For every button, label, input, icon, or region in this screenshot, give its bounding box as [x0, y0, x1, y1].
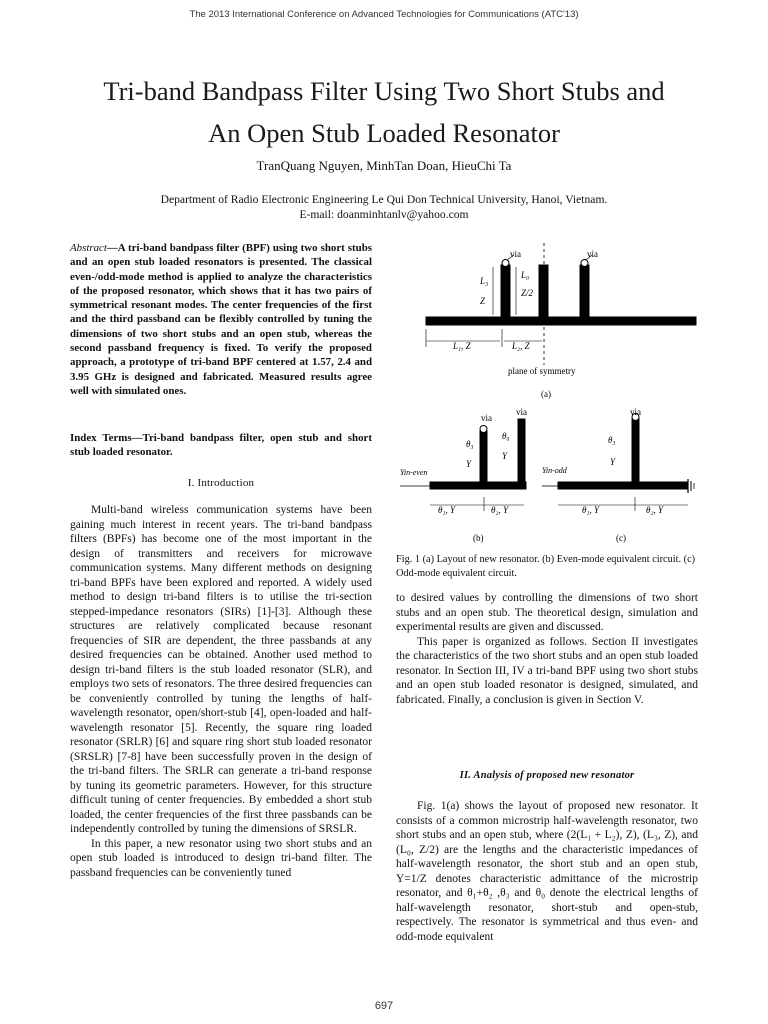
c-main-line [558, 482, 688, 489]
fig-b-theta0: θ₀ [502, 431, 510, 441]
fig-c-t2y: θ₂, Y [646, 505, 664, 515]
conference-header: The 2013 International Conference on Advanced Technologies for Communications (ATC'13) [189, 9, 579, 20]
fig-b-theta3: θ₃ [466, 439, 474, 449]
fig-a-via-left: via [510, 249, 521, 259]
fig-b-via-2: via [516, 407, 527, 417]
page-number: 697 [374, 1000, 394, 1012]
fig-c-yin: Yin-odd [542, 466, 567, 475]
right-paragraph-1: to desired values by controlling the dimensions of two short stubs and an open stub. The theoretical design, simulation and experimental results are given and discussed. [396, 592, 698, 633]
fig-c-label: (c) [616, 533, 626, 543]
right-paragraph-2: This paper is organized as follows. Section II investigates the characteristics of the two short stubs and an open stub loaded resonator. In Section III, IV a tri-band BPF using two short stubs and an open stub loaded resonator is designed, simulated, and fabricated. Finally, a conclusion is given in Section V. [396, 635, 698, 706]
affiliation-block [0, 192, 768, 222]
fig-b-t2y: θ₂, Y [491, 505, 509, 515]
figure-1c [542, 414, 694, 512]
fig-a-l0: L₀ [521, 270, 530, 280]
short-stub-right [580, 265, 589, 317]
section-2-title: II. Analysis of proposed new resonator [459, 770, 635, 781]
fig-c-y: Y [610, 457, 616, 467]
fig-c-via: via [630, 407, 641, 417]
b-open-stub [518, 419, 525, 482]
intro-paragraph-1: Multi-band wireless communication systems have been gaining much interest in recent years. The tri-band bandpass filters (BPFs) has become one of the most important in the design of transmitters and receivers for microwave communication systems. Many different methods on designing tri-band BPFs have been explored and reported. A widely used method to design tri-band filters is to utilise the tri-section stepped-impedance resonators (SIRs) [1]-[3]. Although these structures are relatively complicated because resonant frequencies of SIR are dependent, the three passbands at any desired frequencies can be obtained. Another used method to design tri-band filters is the stub loaded resonator (SLR), and employs two sets of resonators. The three desired frequencies can be conveniently controlled by tuning the lengths of half-wavelength resonator, open/short-stub [4], open-loaded and half-wavelength resonator [5]. Recently, the square ring loaded resonator (SRLR) [6] and square ring short stub loaded resonator (SRSLR) [7-8] have been successfully proven in the design of the tri-band filters. The SRLR can generate a tri-band response by tuning its geometric parameters. However, for this structure difficult tuning of center frequencies. By embedded a short stub loaded, the center frequencies of the first three passbands can be independently controlled by tuning the dimensions of SRSLR. [70, 504, 372, 835]
abstract-text: —A tri-band bandpass filter (BPF) using two short stubs and an open stub loaded resonators is presented. The classical even-/odd-mode method is applied to analyze the characteristics of the proposed resonator, which shows that it has two pairs of symmetrical resonant modes. The center frequencies of the first and the third passband can be flexibly controlled by tuning the dimensions of two short stubs and an open stub, whereas the second passband frequency is fixed. To verify the proposed approach, a prototype of tri-band BPF centered at 1.57, 2.4 and 3.95 GHz is designed and fabricated. Measured results agree well with simulated ones. [70, 242, 372, 397]
title-line-1: Tri-band Bandpass Filter Using Two Short Stubs and [103, 76, 665, 106]
fig-b-label: (b) [473, 533, 484, 543]
section-2-text [396, 799, 698, 944]
b-short-stub [480, 431, 487, 482]
affiliation: Department of Radio Electronic Engineering Le Qui Don Technical University, Hanoi, Vietnam. [160, 193, 608, 206]
c-short-stub [632, 419, 639, 482]
fig-a-l3: L₃ [480, 276, 489, 286]
email: E-mail: doanminhtanlv@yahoo.com [299, 208, 469, 221]
short-stub-left [501, 265, 510, 317]
fig-a-z2: Z/2 [521, 288, 534, 298]
fig-a-l1z: L₁, Z [453, 341, 471, 351]
fig-c-theta3: θ₃ [608, 435, 616, 445]
fig-b-y1: Y [466, 459, 472, 469]
abstract-label: Abstract [70, 242, 107, 254]
intro-paragraph-2: In this paper, a new resonator using two short stubs and an open stub loaded is introduced to design tri-band filter. The passband frequencies can be conveniently tuned [70, 837, 372, 879]
paper-title [40, 70, 728, 154]
via-left-circle [502, 260, 509, 267]
fig-b-y2: Y [502, 451, 508, 461]
b-main-line [430, 482, 526, 489]
fig-a-l2z: L₂, Z [512, 341, 530, 351]
fig-b-via-1: via [481, 413, 492, 423]
fig-b-yin: Yin-even [400, 468, 428, 477]
figure-1 [396, 243, 700, 549]
abstract [70, 241, 372, 398]
fig-a-label: (a) [541, 389, 551, 399]
b-via-circle [480, 426, 487, 433]
section-2-paragraph-1: Fig. 1(a) shows the layout of proposed new resonator. It consists of a common microstrip half-wavelength resonator, two short stubs and an open stub, where (2(L₁ + L₂), Z), (L₃, Z), and (L₀, Z/2) are the lengths and the characteristic impedances of half-wavelength resonator, the short stub and an open stub, Y=1/Z denotes characteristic admittance of the microstrip resonator, and θ₁+θ₂ ,θ₃ and θ₀ denote the electrical lengths of half-wavelength resonator, short-stub and open-stub, respectively. The resonator is symmetrical and thus even- and odd-mode equivalent [396, 800, 698, 943]
fig-c-t1y: θ₁, Y [582, 505, 600, 515]
fig-a-via-right: via [587, 249, 598, 259]
right-column-text [396, 591, 698, 707]
figure-1-caption: Fig. 1 (a) Layout of new resonator. (b) Even-mode equivalent circuit. (c) Odd-mode equivalent circuit. [396, 554, 696, 579]
section-1-title: I. Introduction [187, 477, 255, 489]
index-terms: Index Terms—Tri-band bandpass filter, open stub and short stub loaded resonator. [70, 432, 372, 459]
fig-a-plane: plane of symmetry [508, 366, 576, 376]
open-stub [539, 265, 548, 317]
resonator-line [426, 317, 696, 325]
introduction-text [70, 503, 372, 880]
via-right-circle [581, 260, 588, 267]
fig-b-t1y: θ₁, Y [438, 505, 456, 515]
fig-a-z: Z [480, 296, 486, 306]
title-line-2: An Open Stub Loaded Resonator [208, 118, 560, 148]
authors: TranQuang Nguyen, MinhTan Doan, HieuChi Ta [256, 158, 512, 173]
